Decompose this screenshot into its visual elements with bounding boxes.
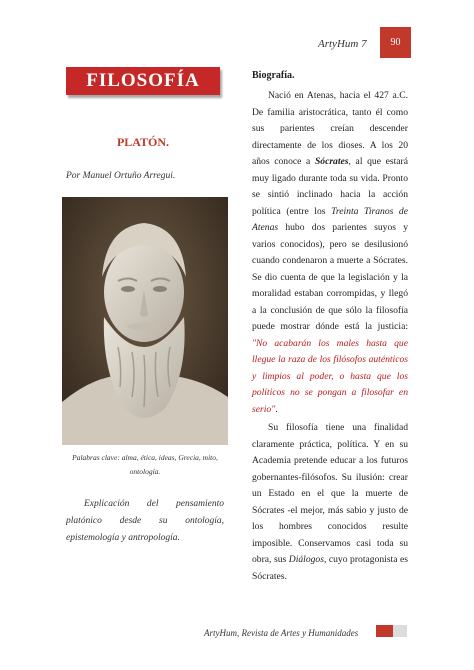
biography-paragraph-1: Nació en Atenas, hacia el 427 a.C. De familia aristocrática, tanto él como sus parientes creían descender directamente de los dioses. A los 20 años conoce a Sócrates, al que estará muy ligado durante toda su vida. Pronto se sintió inclinado hacia la acción política (entre los Treinta Tiranos de Atenas hubo dos parientes suyos y varios conocidos), pero se desilusionó cuando condenaron a muerte a Sócrates. Se dio cuenta de que la legislación y la moralidad estaban corrompidas, y llegó a la conclusión de que sólo la filosofía puede mostrar dónde está la justicia: "No acabarán los males hasta que llegue la raza de los filósofos auténticos y limpios al poder, o hasta que los políticos no se pongan a filosofar en serio".: [252, 90, 408, 415]
keywords: Palabras clave: alma, ética, ideas, Grecia, mito, ontología.: [72, 453, 218, 476]
journal-issue-label: ArtyHum 7: [318, 38, 367, 50]
section-banner: FILOSOFÍA: [66, 67, 220, 95]
author-byline: Por Manuel Ortuño Arregui.: [66, 171, 176, 181]
dialogos-title: Diálogos: [288, 554, 324, 565]
footer-journal-name: ArtyHum, Revista de Artes y Humanidades: [204, 628, 359, 638]
plato-bust-image: [62, 197, 228, 445]
article-title: PLATÓN.: [116, 135, 170, 149]
footer-gray-block: [393, 625, 407, 637]
plato-quote: "No acabarán los males hasta que llegue la raza de los filósofos auténticos y limpios al poder, o hasta que los políticos no se pongan a filosofar en serio": [252, 337, 408, 415]
page-number-badge: 90: [380, 27, 411, 58]
footer-red-block: [376, 625, 393, 637]
article-summary: [66, 496, 224, 547]
article-summary-text: Explicación del pensamiento platónico desde su ontología, epistemología y antropología.: [66, 499, 224, 543]
socrates-emphasis: Sócrates: [314, 156, 349, 167]
treinta-tiranos: Treinta Tiranos de Atenas: [252, 205, 408, 233]
biography-paragraph-2: Su filosofía tiene una finalidad claramente práctica, política. Y en su Academia pretende educar a los futuros gobernantes-filósofos. Su ilusión: crear un Estado en el que la muerte de Sócrates -el mejor, más sabio y justo de los hombres conocidos resulte imposible. Conservamos casi toda su obra, sus Diálogos, cuyo protagonista es Sócrates.: [252, 422, 408, 582]
biography-heading: Biografía.: [252, 70, 295, 81]
biography-body: [252, 88, 408, 585]
